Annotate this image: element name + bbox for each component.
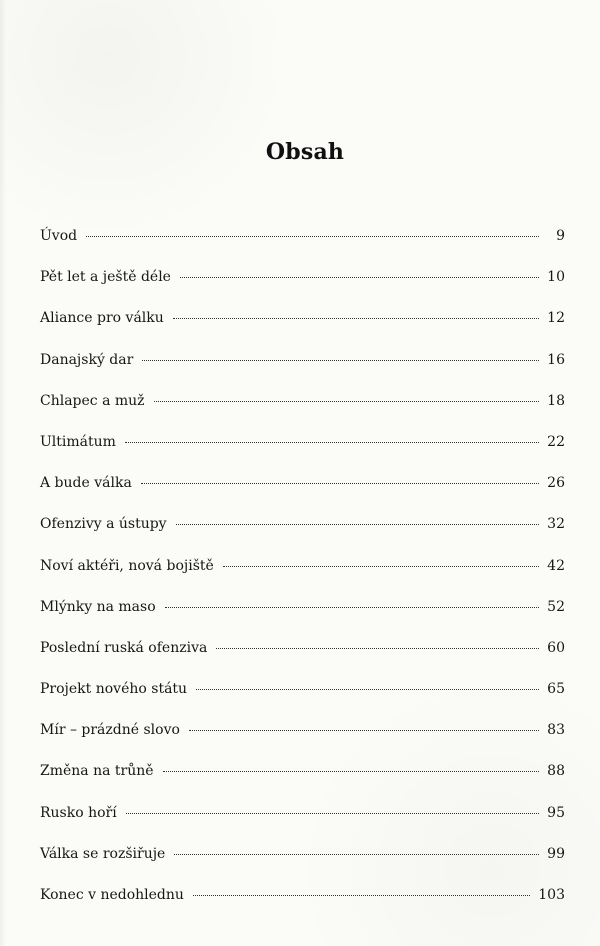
toc-entry [40, 434, 565, 475]
toc-entry [40, 352, 565, 393]
toc-entry [40, 516, 565, 557]
toc-dot-leader [141, 483, 539, 484]
toc-dot-leader [176, 524, 539, 525]
toc-entry [40, 228, 565, 269]
toc-entry-page: 95 [547, 804, 565, 821]
toc-entry-page: 65 [547, 681, 565, 698]
toc-dot-leader [173, 318, 539, 319]
toc-entry [40, 599, 565, 640]
toc-entry-page: 83 [547, 722, 565, 739]
toc-dot-leader [223, 566, 539, 567]
toc-entry-label: Rusko hoří [40, 804, 117, 821]
toc-entry-label: Aliance pro válku [40, 310, 164, 327]
toc-entry-label: Danajský dar [40, 351, 134, 368]
toc-entry-page: 12 [547, 310, 565, 327]
toc-entry-page: 99 [547, 845, 565, 862]
toc-entry [40, 475, 565, 516]
toc-entry-page: 18 [547, 392, 565, 409]
toc-entry [40, 805, 565, 846]
toc-entry-page: 32 [547, 516, 565, 533]
toc-entry-page: 42 [547, 557, 565, 574]
toc-entry-page: 103 [538, 887, 565, 903]
toc-entry-label: Změna na trůně [40, 763, 154, 780]
toc-entry-label: Mlýnky na maso [40, 598, 156, 615]
toc-entry [40, 269, 565, 310]
toc-entry [40, 681, 565, 722]
toc-entry-label: Úvod [40, 228, 78, 244]
toc-entry-label: A bude válka [40, 475, 132, 492]
toc-entry [40, 846, 565, 887]
toc-entry [40, 722, 565, 763]
toc-dot-leader [163, 771, 539, 772]
toc-entry [40, 887, 565, 928]
toc-dot-leader [142, 360, 539, 361]
toc-entry-label: Mír – prázdné slovo [40, 722, 180, 739]
toc-dot-leader [154, 401, 539, 402]
toc-entry-label: Válka se rozšiřuje [40, 845, 166, 862]
toc-entry [40, 310, 565, 351]
toc-dot-leader [165, 607, 539, 608]
toc-dot-leader [125, 442, 539, 443]
toc-entry [40, 763, 565, 804]
toc-dot-leader [216, 648, 539, 649]
toc-dot-leader [126, 813, 539, 814]
toc-entry [40, 640, 565, 681]
toc-entry-page: 10 [547, 269, 565, 286]
toc-entry-page: 22 [547, 433, 565, 450]
toc-entry-label: Ultimátum [40, 433, 116, 450]
toc-entry-page: 60 [547, 639, 565, 656]
toc-entry-page: 26 [547, 475, 565, 492]
toc-entry-label: Pět let a ještě déle [40, 269, 171, 286]
toc-entry-label: Chlapec a muž [40, 392, 145, 409]
toc-dot-leader [86, 236, 539, 237]
toc-dot-leader [180, 277, 539, 278]
toc-dot-leader [196, 689, 539, 690]
toc-dot-leader [193, 895, 530, 896]
toc-dot-leader [174, 854, 539, 855]
toc-entry [40, 558, 565, 599]
toc-entry-label: Poslední ruská ofenziva [40, 639, 208, 656]
toc-entry-page: 9 [556, 228, 565, 244]
toc-entry-label: Konec v nedohlednu [40, 887, 184, 903]
toc-entry-label: Projekt nového státu [40, 681, 188, 698]
toc-entry-label: Noví aktéři, nová bojiště [40, 557, 214, 574]
toc-entry-page: 16 [547, 351, 565, 368]
page-title: Obsah [265, 139, 345, 165]
toc-entry-page: 52 [547, 598, 565, 615]
toc-dot-leader [189, 730, 539, 731]
toc-entry-page: 88 [547, 763, 565, 780]
toc-entry [40, 393, 565, 434]
table-of-contents [40, 228, 565, 928]
toc-entry-label: Ofenzivy a ústupy [40, 516, 167, 533]
